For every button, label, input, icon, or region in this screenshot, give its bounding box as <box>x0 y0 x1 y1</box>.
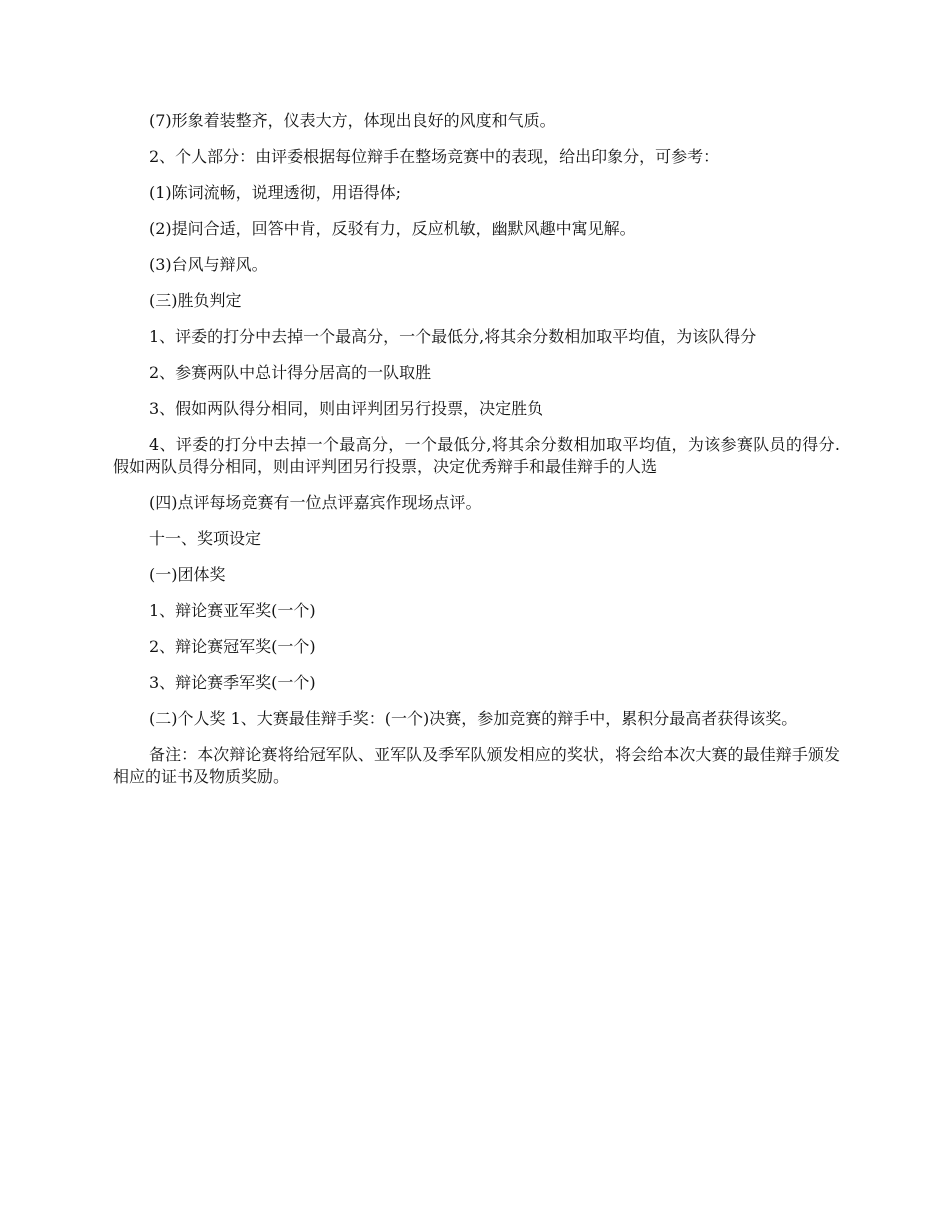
paragraph-item-1-statement: (1)陈词流畅，说理透彻，用语得体; <box>149 183 402 202</box>
paragraph-item-2-questioning: (2)提问合适，回答中肯，反驳有力，反应机敏，幽默风趣中寓见解。 <box>149 219 636 238</box>
paragraph-judgement-rule-3: 3、假如两队得分相同，则由评判团另行投票，决定胜负 <box>149 399 544 418</box>
award-item-third-place: 3、辩论赛季军奖(一个) <box>149 673 316 692</box>
paragraph-item-7-appearance: (7)形象着装整齐，仪表大方，体现出良好的风度和气质。 <box>149 111 556 130</box>
award-item-runner-up: 1、辩论赛亚军奖(一个) <box>149 601 316 620</box>
section-heading-awards: 十一、奖项设定 <box>149 529 262 548</box>
section-heading-team-awards: (一)团体奖 <box>149 565 226 584</box>
award-item-champion: 2、辩论赛冠军奖(一个) <box>149 637 316 656</box>
document-body <box>113 110 840 802</box>
section-heading-judgement: (三)胜负判定 <box>149 291 242 310</box>
paragraph-judgement-rule-1: 1、评委的打分中去掉一个最高分，一个最低分,将其余分数相加取平均值，为该队得分 <box>149 327 757 346</box>
paragraph-remarks: 备注：本次辩论赛将给冠军队、亚军队及季军队颁发相应的奖状，将会给本次大赛的最佳辩手颁发相应的证书及物质奖励。 <box>113 745 840 786</box>
paragraph-item-3-manner: (3)台风与辩风。 <box>149 255 268 274</box>
paragraph-judgement-rule-2: 2、参赛两队中总计得分居高的一队取胜 <box>149 363 432 382</box>
paragraph-judgement-rule-4: 4、评委的打分中去掉一个最高分，一个最低分,将其余分数相加取平均值，为该参赛队员的得分.假如两队员得分相同，则由评判团另行投票，决定优秀辩手和最佳辩手的人选 <box>113 435 840 476</box>
paragraph-individual-section: 2、个人部分：由评委根据每位辩手在整场竞赛中的表现，给出印象分，可参考： <box>149 147 720 166</box>
paragraph-commentary: (四)点评每场竞赛有一位点评嘉宾作现场点评。 <box>149 493 482 512</box>
paragraph-individual-awards: (二)个人奖 1、大赛最佳辩手奖：(一个)决赛，参加竞赛的辩手中，累积分最高者获得该奖。 <box>149 709 798 728</box>
